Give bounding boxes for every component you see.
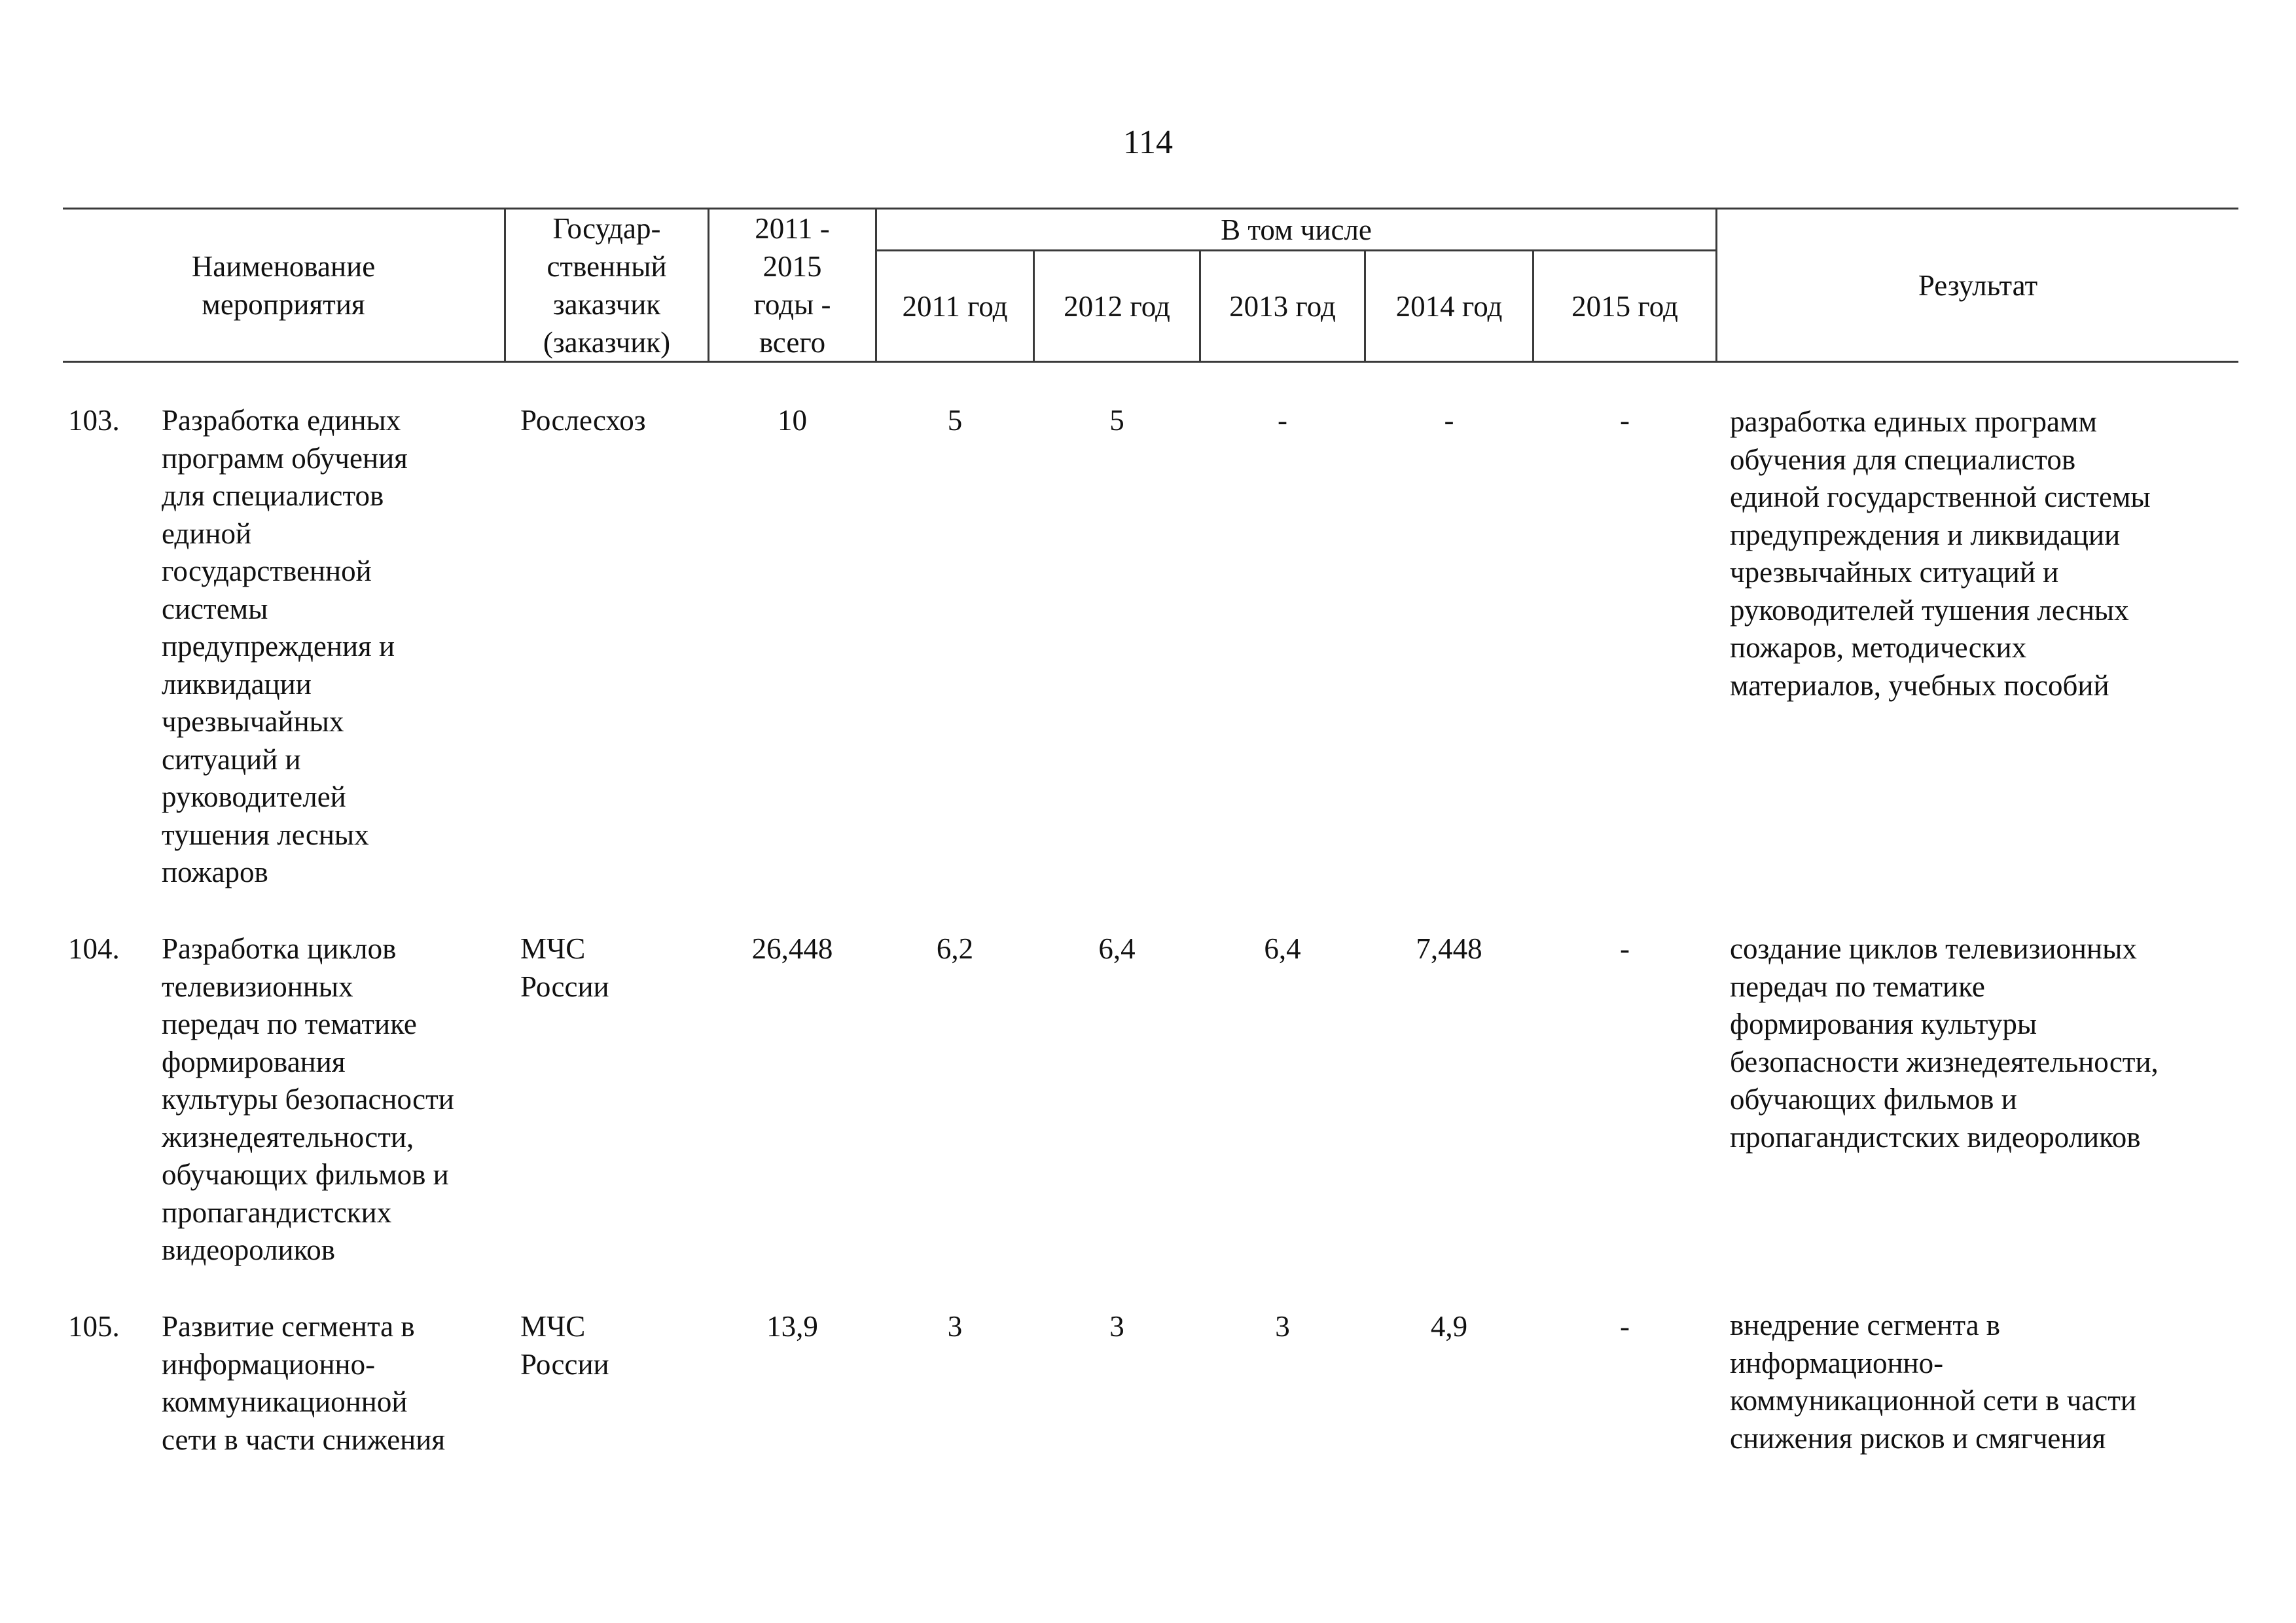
row-2012: 3 xyxy=(1109,1310,1124,1343)
row-total: 10 xyxy=(778,404,807,437)
row-number: 105. xyxy=(68,1310,120,1343)
row-total: 26,448 xyxy=(751,932,833,965)
header-2015 xyxy=(1534,251,1715,361)
row-2013: - xyxy=(1278,404,1287,437)
row-customer: МЧС России xyxy=(520,1310,609,1381)
header-2013-text: 2013 год xyxy=(1229,289,1336,323)
header-including-text: В том числе xyxy=(1221,213,1372,246)
page-number: 114 xyxy=(1122,124,1174,161)
header-2014 xyxy=(1366,251,1532,361)
header-2012 xyxy=(1035,251,1199,361)
header-customer-text: Государ- ственный заказчик (заказчик) xyxy=(543,211,671,359)
header-result-text: Результат xyxy=(1918,268,2038,302)
row-customer: МЧС России xyxy=(520,932,609,1003)
header-2015-text: 2015 год xyxy=(1571,289,1678,323)
header-result xyxy=(1717,210,2238,361)
row-total: 13,9 xyxy=(766,1310,818,1343)
row-result: создание циклов телевизионных передач по тематике формирования культуры безопасности жизнедеятельности, обучающих фильмов и пропагандистских видеороликов xyxy=(1730,932,2159,1154)
header-including xyxy=(877,210,1715,249)
row-2011: 5 xyxy=(947,404,963,437)
header-2011-text: 2011 год xyxy=(902,289,1008,323)
row-2014: 7,448 xyxy=(1416,932,1482,965)
row-2014: - xyxy=(1444,404,1454,437)
header-bottom-rule xyxy=(63,361,2238,363)
row-number: 104. xyxy=(68,932,120,965)
header-2014-text: 2014 год xyxy=(1395,289,1503,323)
row-name: Разработка циклов телевизионных передач по тематике формирования культуры безопасности жизнедеятельности, обучающих фильмов и пропагандистских видеороликов xyxy=(162,932,454,1266)
row-2011: 6,2 xyxy=(936,932,974,965)
row-number: 103. xyxy=(68,404,120,437)
header-2013 xyxy=(1201,251,1364,361)
row-2015: - xyxy=(1620,932,1630,965)
row-2012: 6,4 xyxy=(1098,932,1136,965)
row-result: внедрение сегмента в информационно- коммуникационной сети в части снижения рисков и смягчения xyxy=(1730,1309,2136,1455)
row-result: разработка единых программ обучения для специалистов единой государственной системы предупреждения и ликвидации чрезвычайных ситуаций и руководителей тушения лесных пожаров, методических материалов, учебных пособий xyxy=(1730,405,2151,702)
row-customer: Рослесхоз xyxy=(520,404,646,437)
header-customer xyxy=(506,210,708,361)
row-2015: - xyxy=(1620,404,1630,437)
row-name: Разработка единых программ обучения для специалистов единой государственной системы предупреждения и ликвидации чрезвычайных ситуаций и руководителей тушения лесных пожаров xyxy=(162,404,408,888)
row-2013: 3 xyxy=(1275,1310,1290,1343)
row-2012: 5 xyxy=(1109,404,1124,437)
header-name-text: Наименование мероприятия xyxy=(191,249,376,321)
row-2014: 4,9 xyxy=(1430,1310,1468,1343)
header-total xyxy=(709,210,875,361)
row-name: Развитие сегмента в информационно- коммуникационной сети в части снижения xyxy=(162,1310,446,1456)
header-2012-text: 2012 год xyxy=(1064,289,1170,323)
row-2013: 6,4 xyxy=(1264,932,1301,965)
header-name xyxy=(63,210,504,361)
row-2011: 3 xyxy=(947,1310,963,1343)
header-2011 xyxy=(877,251,1033,361)
row-2015: - xyxy=(1620,1310,1630,1343)
header-total-text: 2011 - 2015 годы - всего xyxy=(753,211,831,359)
